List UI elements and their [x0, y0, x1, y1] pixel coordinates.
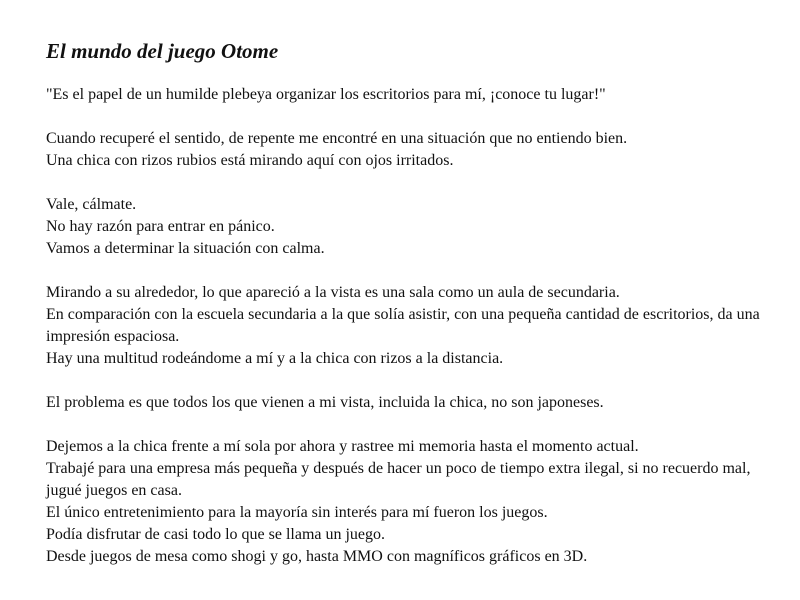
- text-line: Vamos a determinar la situación con calma.: [46, 240, 325, 257]
- text-line: El problema es que todos los que vienen a mi vista, incluida la chica, no son japoneses.: [46, 394, 604, 411]
- text-line: En comparación con la escuela secundaria a la que solía asistir, con una pequeña cantidad de escritorios, da una impresión espaciosa.: [46, 306, 760, 345]
- paragraph-memory: [46, 436, 760, 568]
- text-line: El único entretenimiento para la mayoría sin interés para mí fueron los juegos.: [46, 504, 548, 521]
- paragraph-problem: [46, 392, 760, 414]
- text-line: Hay una multitud rodeándome a mí y a la chica con rizos a la distancia.: [46, 350, 504, 367]
- text-line: Trabajé para una empresa más pequeña y después de hacer un poco de tiempo extra ilegal, si no recuerdo mal, jugué juegos en casa.: [46, 460, 751, 499]
- text-line: Una chica con rizos rubios está mirando aquí con ojos irritados.: [46, 152, 454, 169]
- text-line: Vale, cálmate.: [46, 196, 137, 213]
- text-line: "Es el papel de un humilde plebeya organizar los escritorios para mí, ¡conoce tu lugar!": [46, 86, 606, 103]
- text-line: Dejemos a la chica frente a mí sola por ahora y rastree mi memoria hasta el momento actual.: [46, 438, 639, 455]
- document-title: El mundo del juego Otome: [46, 39, 279, 63]
- text-line: Desde juegos de mesa como shogi y go, hasta MMO con magníficos gráficos en 3D.: [46, 548, 588, 565]
- text-line: Podía disfrutar de casi todo lo que se llama un juego.: [46, 526, 386, 543]
- text-line: No hay razón para entrar en pánico.: [46, 218, 275, 235]
- text-line: Cuando recuperé el sentido, de repente me encontré en una situación que no entiendo bien.: [46, 130, 628, 147]
- paragraph-awakening: [46, 128, 760, 172]
- text-line: Mirando a su alrededor, lo que apareció a la vista es una sala como un aula de secundaria.: [46, 284, 620, 301]
- paragraph-quote: [46, 84, 760, 106]
- paragraph-surroundings: [46, 282, 760, 370]
- paragraph-calm-down: [46, 194, 760, 260]
